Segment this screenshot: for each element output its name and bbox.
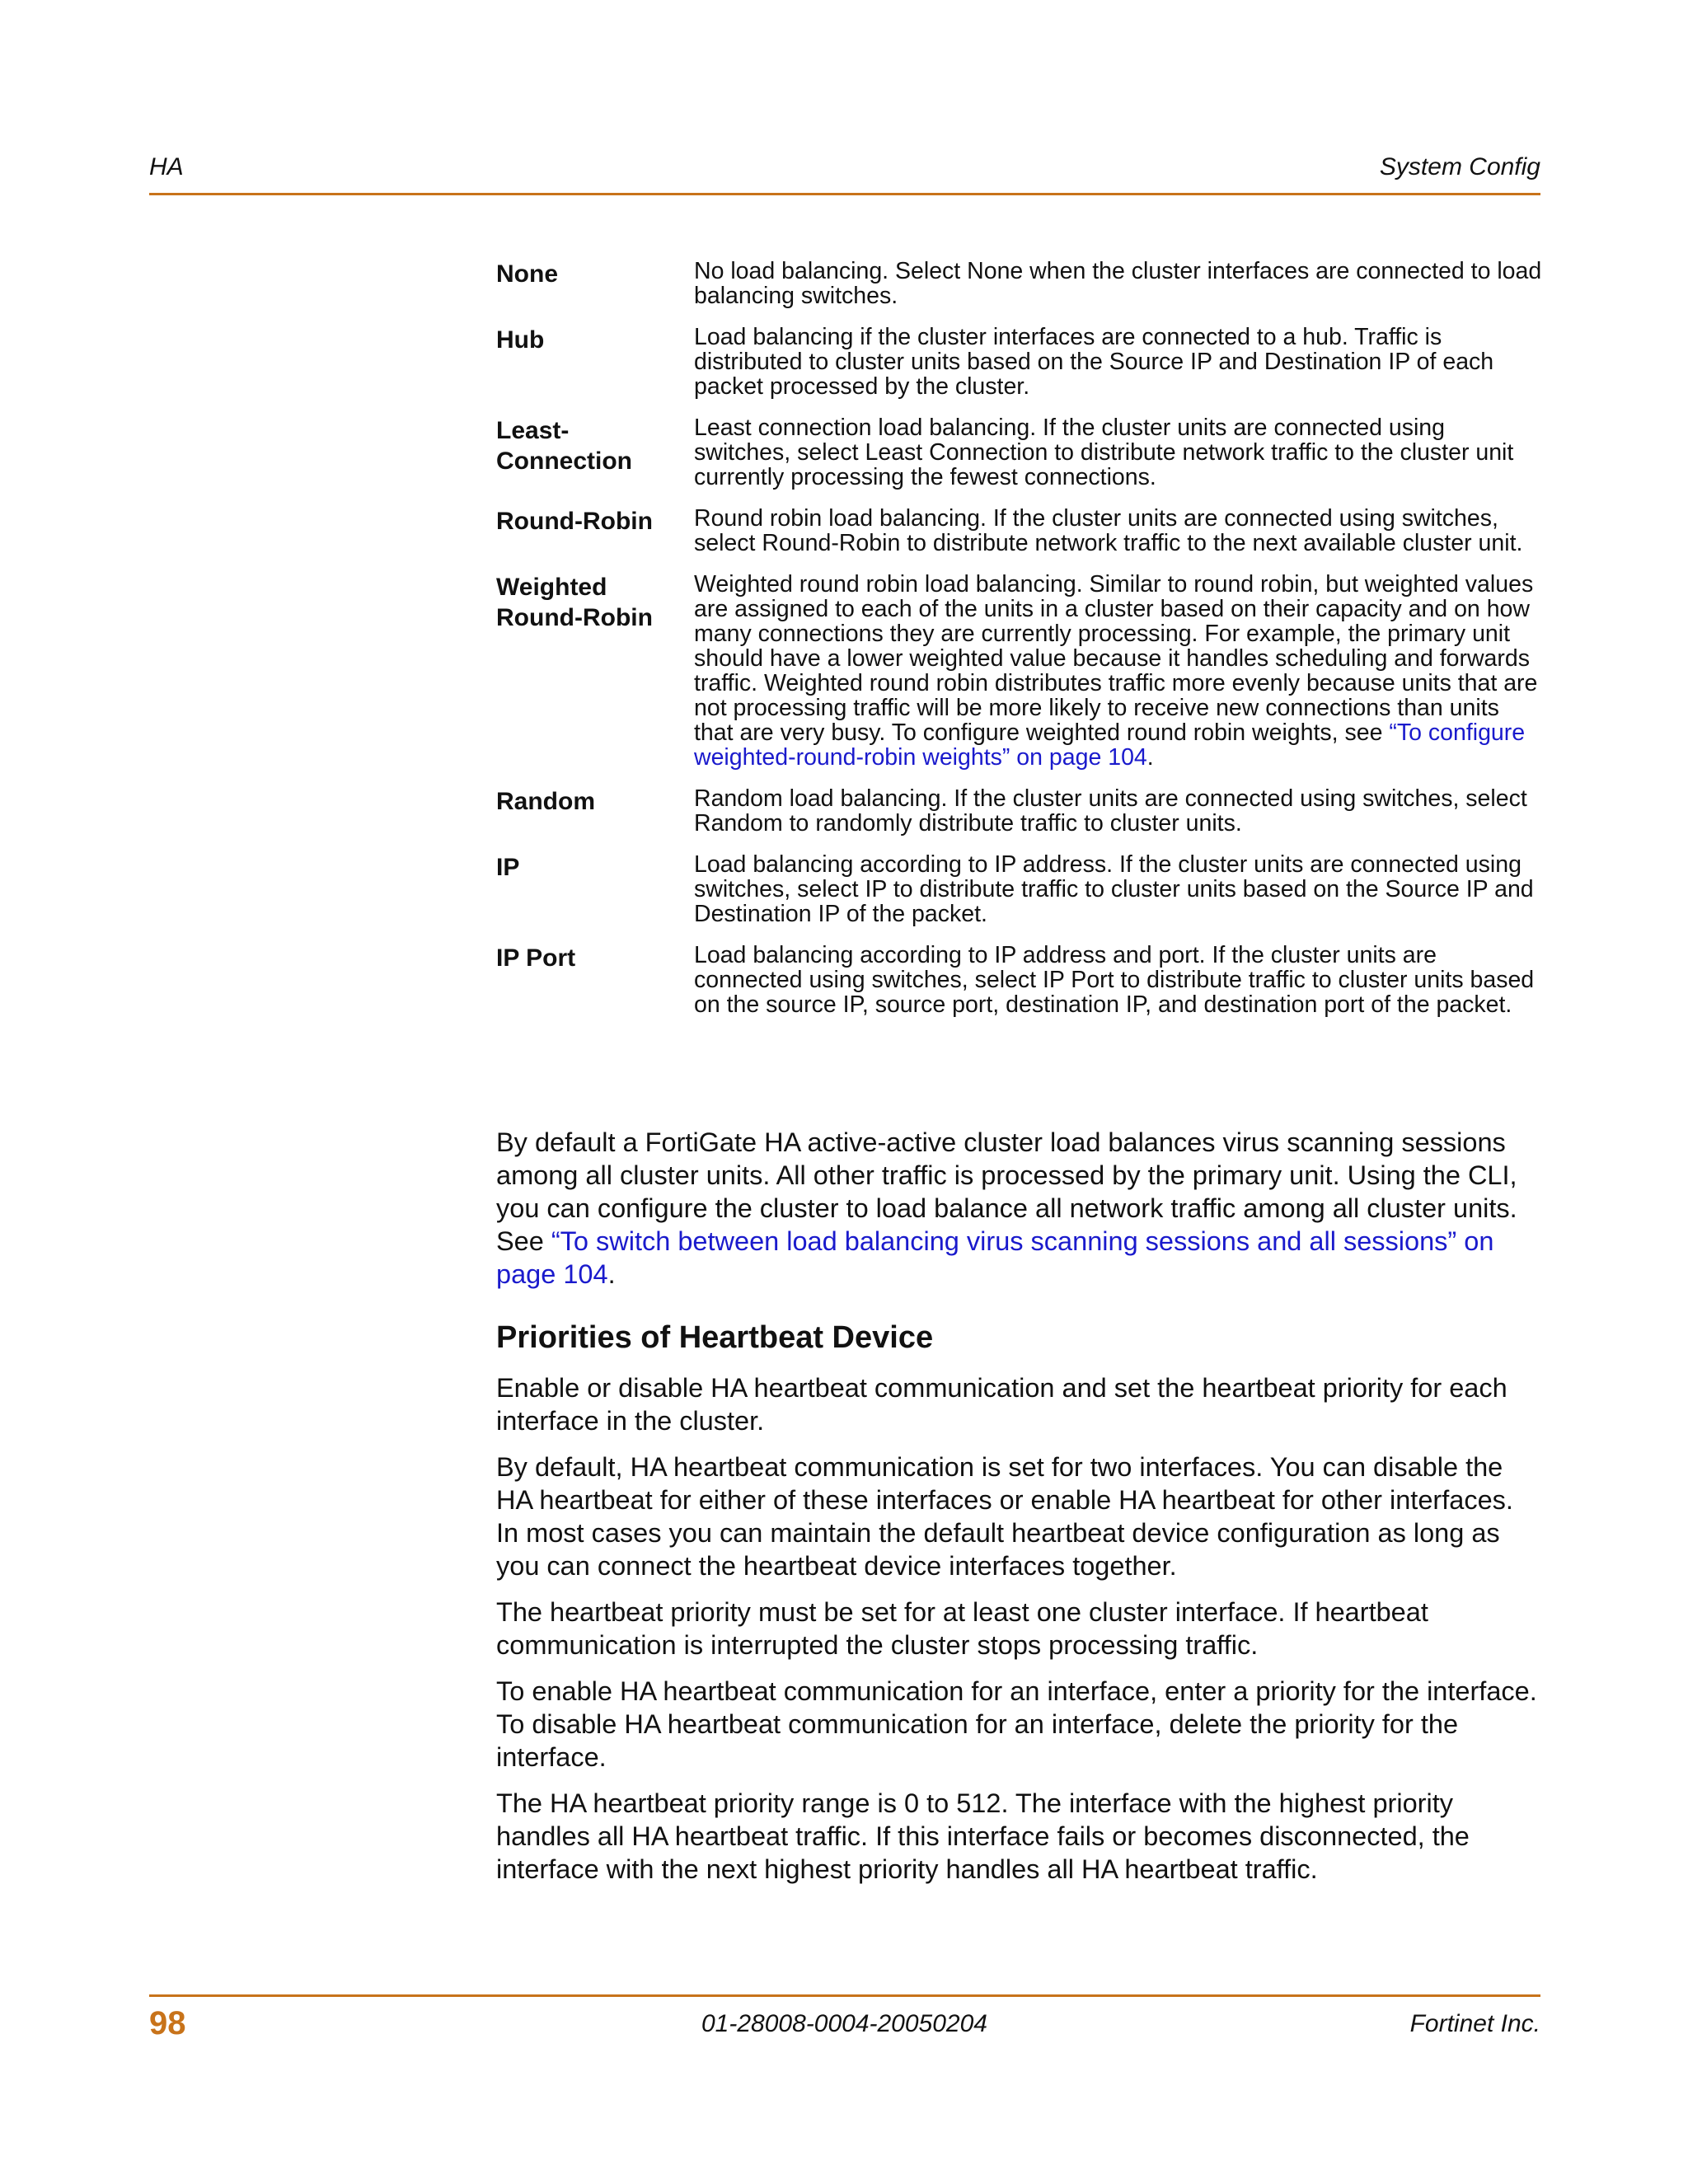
- section-paragraph: Enable or disable HA heartbeat communication and set the heartbeat priority for each interface in the cluster.: [496, 1373, 1507, 1436]
- definition-description: Round robin load balancing. If the cluster units are connected using switches, select Round-Robin to distribute network traffic to the next available cluster unit.: [694, 505, 1523, 556]
- definition-row: [496, 415, 1543, 490]
- intro-paragraph: [496, 1126, 1543, 1291]
- definition-term: IP Port: [496, 944, 576, 972]
- intro-paragraph-text: By default a FortiGate HA active-active cluster load balances virus scanning sessions among all cluster units. All other traffic is processed by the primary unit. Using the CLI, you can configure the cluster to load balance all network traffic among all cluster units. See: [496, 1127, 1517, 1256]
- definition-description: Load balancing if the cluster interfaces are connected to a hub. Traffic is distributed to cluster units based on the Source IP and Destination IP of each packet processed by the cluster.: [694, 324, 1494, 400]
- definition-row: [496, 325, 1543, 399]
- definition-term: Round-Robin: [496, 508, 653, 535]
- company-name: Fortinet Inc.: [1409, 2010, 1540, 2037]
- main-body-text: [496, 1126, 1543, 1899]
- definition-description: Load balancing according to IP address and port. If the cluster units are connected using switches, select IP Port to distribute traffic to cluster units based on the source IP, source port, destination IP, and destination port of the packet.: [694, 942, 1535, 1018]
- definition-description: Load balancing according to IP address. If the cluster units are connected using switches, select IP to distribute traffic to cluster units based on the Source IP and Destination IP of the packet.: [694, 851, 1534, 927]
- header-chapter-label: System Config: [1379, 153, 1540, 180]
- page-footer: [149, 1994, 1540, 2046]
- load-balance-definition-list: [496, 259, 1543, 1033]
- definition-term: Hub: [496, 326, 545, 354]
- definition-row: [496, 572, 1543, 770]
- definition-description: [694, 572, 1543, 770]
- definition-description-end: .: [1146, 744, 1154, 771]
- definition-description: Least connection load balancing. If the cluster units are connected using switches, select Least Connection to distribute network traffic to the cluster unit currently processing the fewest connections.: [694, 415, 1514, 490]
- section-paragraph: The HA heartbeat priority range is 0 to 512. The interface with the highest priority handles all HA heartbeat traffic. If this interface fails or becomes disconnected, the interface with the next highest priority handles all HA heartbeat traffic.: [496, 1788, 1470, 1884]
- switch-load-balancing-link[interactable]: “To switch between load balancing virus scanning sessions and all sessions” on page 104: [496, 1226, 1494, 1289]
- definition-description: No load balancing. Select None when the cluster interfaces are connected to load balancing switches.: [694, 258, 1542, 309]
- definition-row: [496, 943, 1543, 1017]
- page-number: 98: [149, 2005, 186, 2041]
- section-paragraph: By default, HA heartbeat communication is set for two interfaces. You can disable the HA heartbeat for either of these interfaces or enable HA heartbeat for other interfaces. In most cases you can maintain the default heartbeat device configuration as long as you can connect the heartbeat device interfaces together.: [496, 1452, 1513, 1581]
- document-id: 01-28008-0004-20050204: [701, 2010, 987, 2037]
- section-heading: Priorities of Heartbeat Device: [496, 1320, 934, 1355]
- weighted-round-robin-link[interactable]: “To configure weighted-round-robin weights” on page 104: [694, 719, 1526, 771]
- section-paragraph: To enable HA heartbeat communication for an interface, enter a priority for the interface. To disable HA heartbeat communication for an interface, delete the priority for the interface.: [496, 1676, 1537, 1772]
- definition-term: None: [496, 260, 558, 288]
- intro-paragraph-end: .: [607, 1259, 616, 1289]
- page-header: [149, 147, 1540, 195]
- definition-row: [496, 506, 1543, 555]
- header-section-label: HA: [149, 153, 184, 180]
- definition-term: Least-Connection: [496, 417, 632, 475]
- definition-term: IP: [496, 854, 520, 881]
- section-paragraph: The heartbeat priority must be set for at least one cluster interface. If heartbeat communication is interrupted the cluster stops processing traffic.: [496, 1597, 1428, 1660]
- definition-term: Random: [496, 788, 595, 815]
- definition-description: Random load balancing. If the cluster units are connected using switches, select Random to randomly distribute traffic to cluster units.: [694, 785, 1527, 837]
- definition-description-text: Weighted round robin load balancing. Similar to round robin, but weighted values are assigned to each of the units in a cluster based on their capacity and on how many connections they are currently processing. For example, the primary unit should have a lower weighted value because it handles scheduling and forwards traffic. Weighted round robin distributes traffic more evenly because units that are not processing traffic will be more likely to receive new connections than units that are very busy. To configure weighted round robin weights, see: [694, 571, 1538, 746]
- definition-term: Weighted Round-Robin: [496, 574, 653, 631]
- definition-row: [496, 259, 1543, 308]
- definition-row: [496, 786, 1543, 836]
- definition-row: [496, 852, 1543, 926]
